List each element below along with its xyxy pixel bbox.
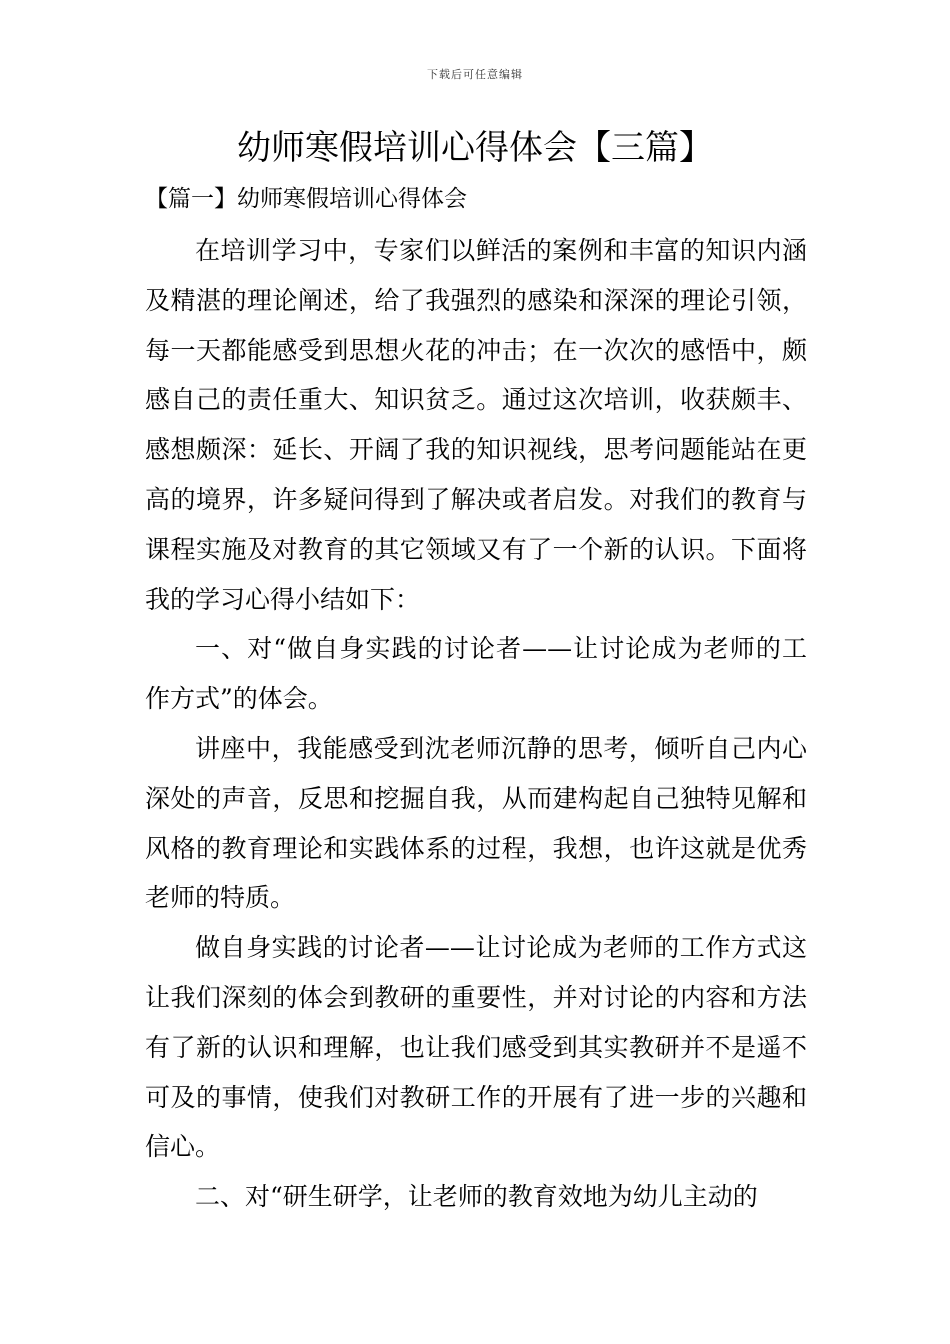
document-body [145,226,807,1222]
paragraph-3: 讲座中，我能感受到沈老师沉静的思考，倾听自己内心深处的声音，反思和挖掘自我，从而建构起自己独特见解和风格的教育理论和实践体系的过程，我想，也许这就是优秀老师的特质。 [145,733,807,913]
paragraph-2: 一、对“做自身实践的讨论者——让讨论成为老师的工作方式”的体会。 [145,634,807,714]
paragraph-4: 做自身实践的讨论者——让讨论成为老师的工作方式这让我们深刻的体会到教研的重要性，并对讨论的内容和方法有了新的认识和理解，也让我们感受到其实教研并不是遥不可及的事情，使我们对教研工作的开展有了进一步的兴趣和信心。 [145,933,807,1162]
paragraph-1: 在培训学习中，专家们以鲜活的案例和丰富的知识内涵及精湛的理论阐述，给了我强烈的感染和深深的理论引领，每一天都能感受到思想火花的冲击；在一次次的感悟中，颇感自己的责任重大、知识贫乏。通过这次培训，收获颇丰、感想颇深：延长、开阔了我的知识视线，思考问题能站在更高的境界，许多疑问得到了解决或者启发。对我们的教育与课程实施及对教育的其它领域又有了一个新的认识。下面将我的学习心得小结如下： [145,236,807,614]
paragraph-5: 二、对“研生研学，让老师的教育效地为幼儿主动的 [195,1182,758,1212]
section-heading: 【篇一】幼师寒假培训心得体会 [145,186,467,212]
document-title: 幼师寒假培训心得体会【三篇】 [237,128,713,168]
header-note: 下载后可任意编辑 [427,68,523,81]
